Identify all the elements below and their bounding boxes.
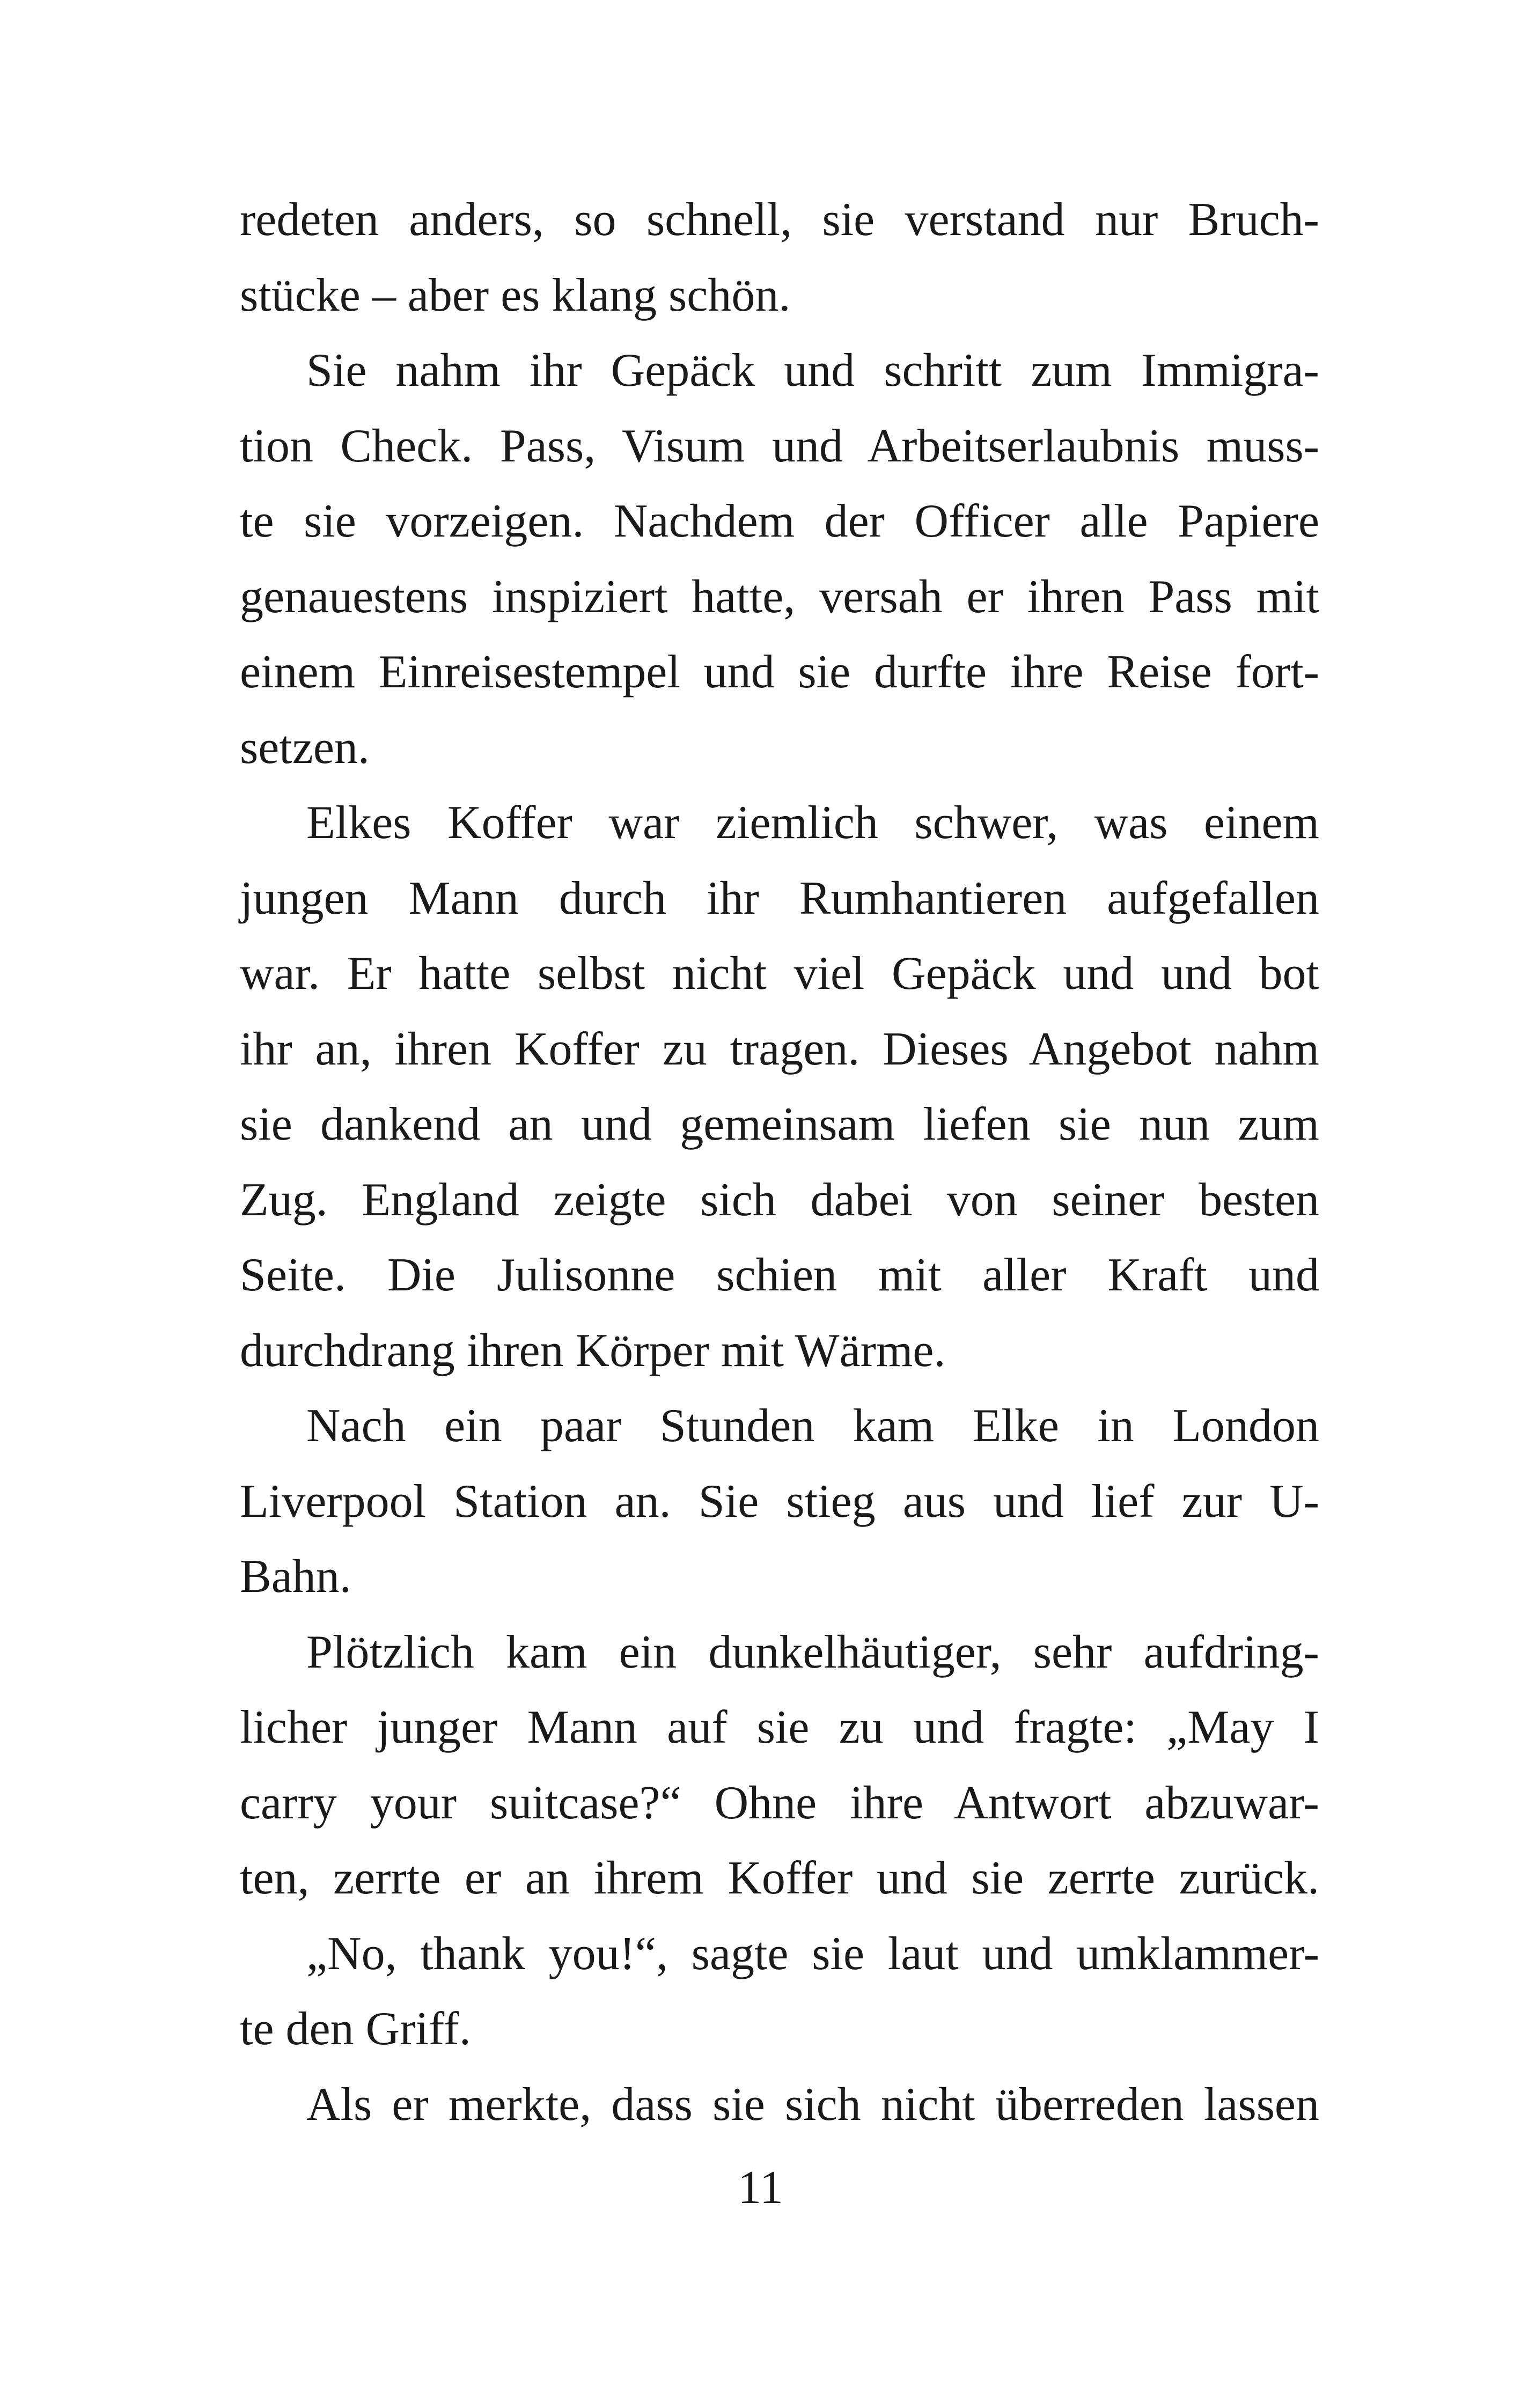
text-line: tion Check. Pass, Visum und Arbeitserlaubnis muss- <box>240 420 1319 472</box>
text-line: te sie vorzeigen. Nachdem der Officer alle Papiere <box>240 495 1319 547</box>
text-line: sie dankend an und gemeinsam liefen sie nun zum <box>240 1098 1319 1150</box>
text-line: genauestens inspiziert hatte, versah er ihren Pass mit <box>240 570 1319 623</box>
page-number: 11 <box>738 2162 783 2214</box>
text-line: war. Er hatte selbst nicht viel Gepäck und und bot <box>240 948 1319 1000</box>
text-line: redeten anders, so schnell, sie verstand nur Bruch- <box>240 194 1319 246</box>
text-line: carry your suitcase?“ Ohne ihre Antwort abzuwar- <box>240 1776 1319 1829</box>
text-line: licher junger Mann auf sie zu und fragte: „May I <box>240 1701 1319 1753</box>
text-line: Zug. England zeigte sich dabei von seiner besten <box>240 1173 1319 1226</box>
text-line: Seite. Die Julisonne schien mit aller Kraft und <box>240 1249 1319 1301</box>
text-line: Elkes Koffer war ziemlich schwer, was einem <box>306 797 1319 849</box>
text-line: Liverpool Station an. Sie stieg aus und lief zur U- <box>240 1475 1319 1528</box>
text-line: te den Griff. <box>240 2003 471 2055</box>
text-line: einem Einreisestempel und sie durfte ihre Reise fort- <box>240 646 1319 698</box>
text-line: jungen Mann durch ihr Rumhantieren aufgefallen <box>240 872 1319 924</box>
text-line: ten, zerrte er an ihrem Koffer und sie zerrte zurück. <box>240 1852 1319 1904</box>
body-text <box>240 182 1319 2142</box>
text-line: Als er merkte, dass sie sich nicht überreden lassen <box>306 2078 1319 2131</box>
text-line: Nach ein paar Stunden kam Elke in London <box>306 1400 1319 1452</box>
text-line: ihr an, ihren Koffer zu tragen. Dieses Angebot nahm <box>240 1023 1319 1075</box>
text-line: Bahn. <box>240 1551 351 1603</box>
text-line: durchdrang ihren Körper mit Wärme. <box>240 1324 946 1377</box>
text-line: Sie nahm ihr Gepäck und schritt zum Immigra- <box>306 344 1319 397</box>
text-line: Plötzlich kam ein dunkelhäutiger, sehr aufdring- <box>306 1626 1319 1678</box>
text-line: „No, thank you!“, sagte sie laut und umklammer- <box>306 1927 1319 1980</box>
text-line: setzen. <box>240 721 370 774</box>
text-line: stücke – aber es klang schön. <box>240 269 791 321</box>
